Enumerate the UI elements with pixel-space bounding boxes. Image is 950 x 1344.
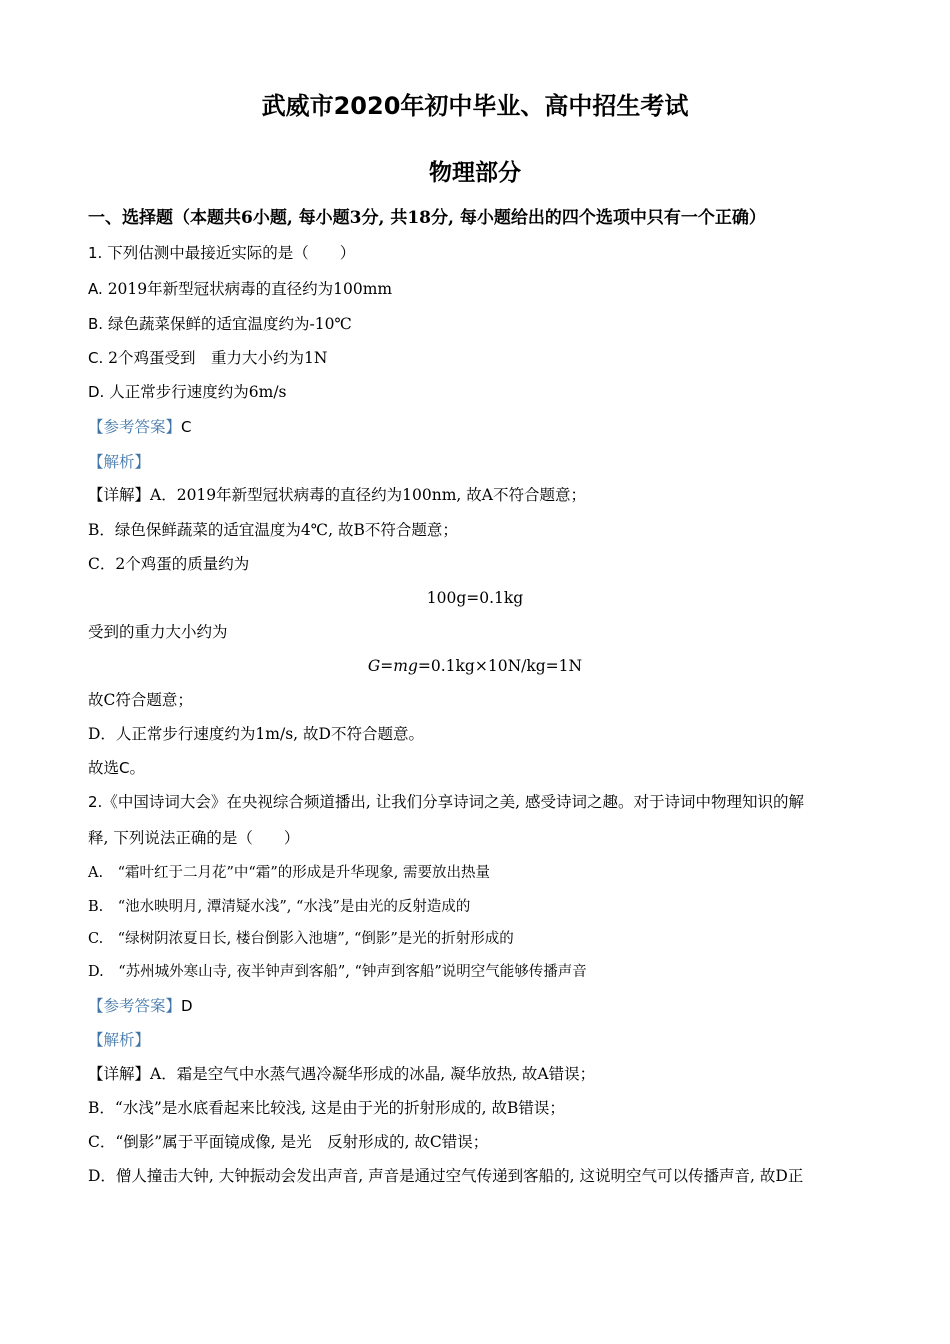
conclusion-end: 。: [129, 759, 146, 777]
option-text: 人正常步行速度约为6m/s: [104, 383, 287, 401]
section-heading: 一、选择题（本题共6小题, 每小题3分, 共18分, 每小题给出的四个选项中只有一个正确）: [88, 208, 766, 228]
q1-option-a: [88, 278, 868, 300]
option-text: 绿色蔬菜保鲜的适宜温度约为-10℃: [103, 315, 352, 333]
q2-detail-a: [88, 1063, 868, 1085]
option-label: D.: [88, 964, 104, 980]
q1-number: 1.: [88, 244, 103, 262]
detail-label: 【详解】: [88, 486, 151, 504]
q1-formula-gravity: [0, 655, 950, 677]
page-title: 武威市2020年初中毕业、高中招生考试: [261, 92, 689, 120]
answer-label: 【参考答案】: [88, 997, 182, 1015]
page-subtitle: 物理部分: [429, 159, 521, 186]
q2-option-b: [88, 896, 868, 918]
conclusion-text: 故选: [88, 759, 120, 777]
formula-rest: =0.1kg×10N/kg=1N: [417, 657, 583, 675]
q2-option-c: [88, 928, 868, 950]
q1-conclusion: [88, 757, 868, 779]
option-text: “池水映明月, 潭清疑水浅”, “水浅”是由光的反射造成的: [103, 899, 471, 915]
answer-label: 【参考答案】: [88, 418, 182, 436]
option-label: B.: [88, 899, 104, 915]
option-label: A.: [88, 865, 104, 881]
option-text: “苏州城外寒山寺, 夜半钟声到客船”, “钟声到客船”说明空气能够传播声音: [103, 964, 587, 980]
q1-option-b: [88, 313, 868, 335]
q1-detail-c2: 受到的重力大小约为: [88, 623, 228, 641]
q2-stem-text: 《中国诗词大会》在央视综合频道播出, 让我们分享诗词之美, 感受诗词之趣。对于诗词中物理知识的解: [102, 793, 805, 811]
q2-analysis-label: 【解析】: [88, 1031, 151, 1049]
q1-detail-d: D．人正常步行速度约为1m/s, 故D不符合题意。: [88, 725, 424, 743]
q1-answer: [88, 416, 868, 438]
q2-detail-d: D．僧人撞击大钟, 大钟振动会发出声音, 声音是通过空气传递到客船的, 这说明空气可以传播声音, 故D正: [88, 1167, 804, 1185]
q1-stem-text: 下列估测中最接近实际的是（ ）: [102, 244, 356, 262]
q1-option-c: [88, 347, 868, 369]
answer-value: D: [181, 997, 193, 1015]
answer-value: C: [181, 418, 192, 436]
q2-detail-c: C．“倒影”属于平面镜成像, 是光 反射形成的, 故C错误；: [88, 1133, 489, 1151]
option-label: B.: [88, 315, 104, 333]
q2-option-a: [88, 862, 868, 884]
q1-formula-mass: 100g=0.1kg: [426, 589, 524, 607]
option-text: “霜叶红于二月花”中“霜”的形成是升华现象, 需要放出热量: [103, 865, 490, 881]
detail-text: A．2019年新型冠状病毒的直径约为100nm, 故A不符合题意；: [150, 486, 586, 504]
q2-stem-line1: [88, 791, 868, 813]
formula-g: G: [367, 657, 381, 675]
q2-option-d: [88, 961, 868, 983]
q2-answer: [88, 995, 868, 1017]
q1-analysis-label: 【解析】: [88, 453, 151, 471]
q1-detail-c3: 故C符合题意；: [88, 691, 193, 709]
option-label: C.: [88, 349, 104, 367]
option-label: D.: [88, 383, 105, 401]
detail-text: A．霜是空气中水蒸气遇冷凝华形成的冰晶, 凝华放热, 故A错误；: [150, 1065, 596, 1083]
q2-detail-b: B．“水浅”是水底看起来比较浅, 这是由于光的折射形成的, 故B错误；: [88, 1099, 565, 1117]
q1-stem: [88, 242, 868, 264]
q1-detail-a: [88, 484, 868, 506]
q1-detail-c: C．2个鸡蛋的质量约为: [88, 555, 250, 573]
q1-detail-b: B．绿色保鲜蔬菜的适宜温度为4℃, 故B不符合题意；: [88, 521, 458, 539]
option-label: C.: [88, 931, 104, 947]
q2-number: 2.: [88, 793, 103, 811]
q2-stem-line2: 释, 下列说法正确的是（ ）: [88, 829, 300, 847]
option-text: 2个鸡蛋受到 重力大小约为1N: [103, 349, 328, 367]
option-text: “绿树阴浓夏日长, 楼台倒影入池塘”, “倒影”是光的折射形成的: [103, 931, 514, 947]
detail-label: 【详解】: [88, 1065, 151, 1083]
formula-mg: mg: [393, 657, 418, 675]
q1-option-d: [88, 381, 868, 403]
formula-eq: =: [380, 657, 394, 675]
conclusion-letter: C: [119, 759, 130, 777]
option-text: 2019年新型冠状病毒的直径约为100mm: [102, 280, 393, 298]
option-label: A.: [88, 280, 103, 298]
